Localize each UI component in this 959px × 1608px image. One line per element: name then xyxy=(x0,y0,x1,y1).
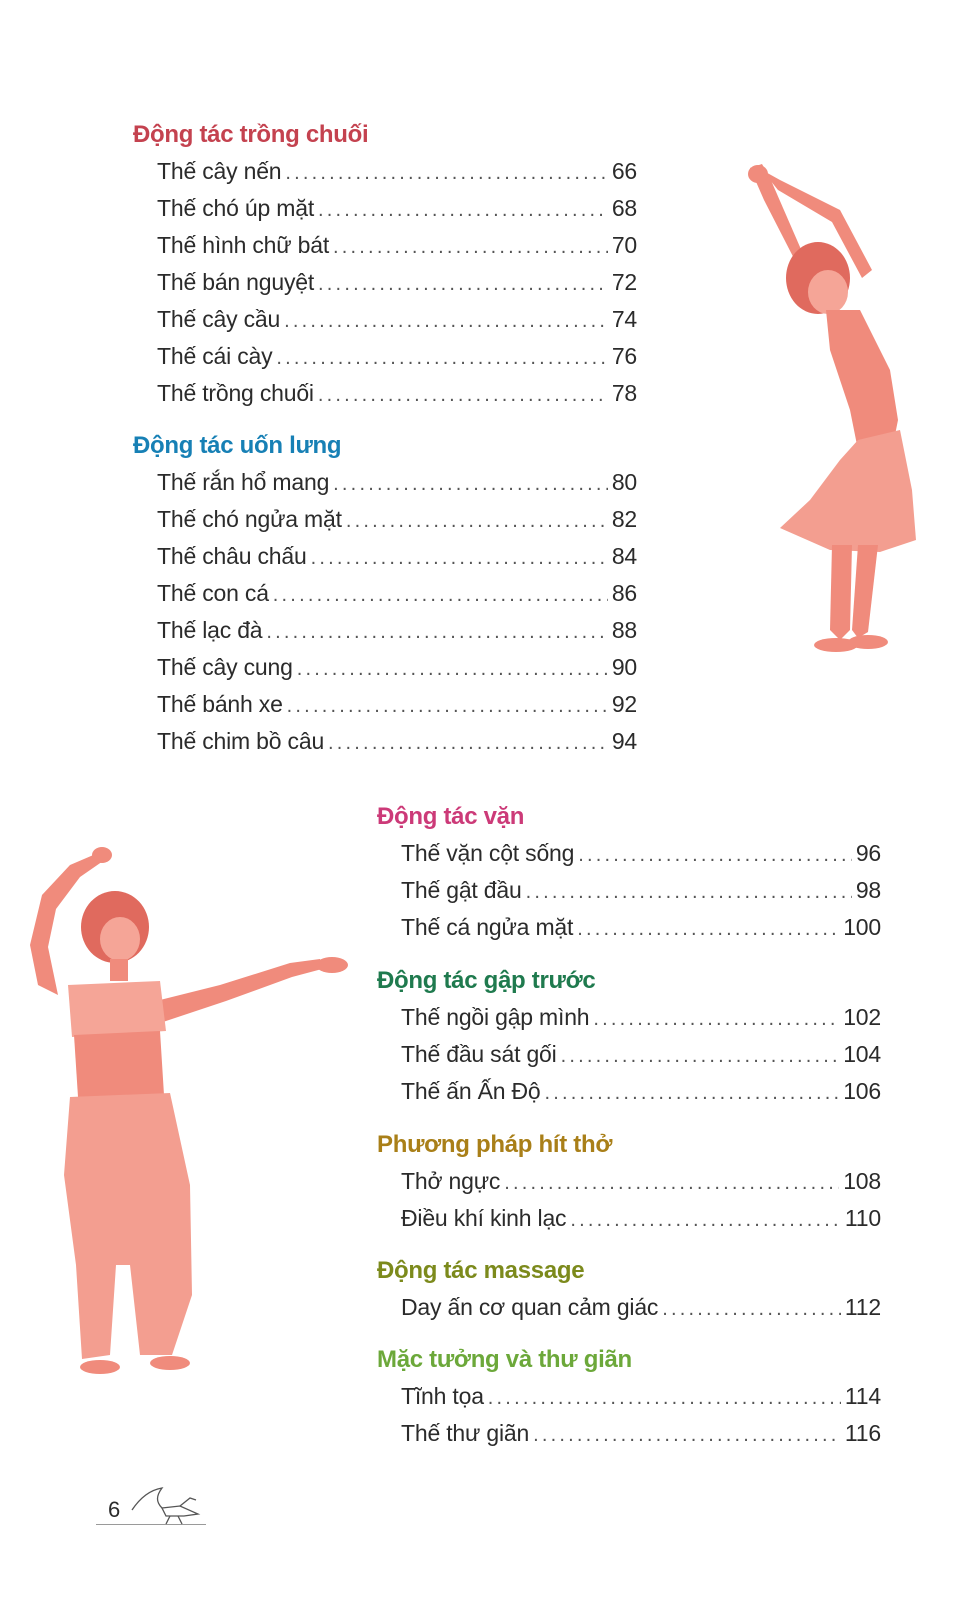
entry-page: 72 xyxy=(611,269,637,295)
toc-entry[interactable] xyxy=(157,153,637,190)
leader-dots xyxy=(318,192,608,229)
leader-dots xyxy=(593,1001,839,1038)
entry-label: Thế chó ngửa mặt xyxy=(157,506,342,532)
entry-page: 74 xyxy=(611,306,637,332)
toc-entry[interactable] xyxy=(401,1378,881,1415)
entry-page: 96 xyxy=(855,840,881,866)
leader-dots xyxy=(533,1417,841,1454)
leader-dots xyxy=(287,688,608,725)
entry-page: 104 xyxy=(843,1041,881,1067)
entry-page: 76 xyxy=(611,343,637,369)
entry-page: 98 xyxy=(855,877,881,903)
toc-section-hit-tho xyxy=(377,1126,881,1237)
entry-label: Thế thư giãn xyxy=(401,1420,530,1446)
entry-label: Thế rắn hổ mang xyxy=(157,469,330,495)
toc-entry[interactable] xyxy=(401,1200,881,1237)
entry-page: 108 xyxy=(843,1168,881,1194)
toc-section-trong-chuoi xyxy=(133,116,637,412)
leader-dots xyxy=(333,229,608,266)
entry-label: Thế chó úp mặt xyxy=(157,195,315,221)
entry-page: 112 xyxy=(844,1294,881,1320)
leader-dots xyxy=(266,614,607,651)
entry-label: Tĩnh tọa xyxy=(401,1383,484,1409)
entry-page: 90 xyxy=(611,654,637,680)
toc-entry[interactable] xyxy=(157,723,637,760)
entry-page: 70 xyxy=(611,232,637,258)
toc-entry[interactable] xyxy=(157,501,637,538)
toc-entry[interactable] xyxy=(401,1036,881,1073)
toc-entry[interactable] xyxy=(401,1073,881,1110)
leader-dots xyxy=(318,266,608,303)
entry-page: 100 xyxy=(843,914,881,940)
leader-dots xyxy=(662,1291,841,1328)
entry-page: 92 xyxy=(611,691,637,717)
toc-entry[interactable] xyxy=(157,227,637,264)
entry-label: Thế ngồi gập mình xyxy=(401,1004,590,1030)
entry-page: 88 xyxy=(611,617,637,643)
entry-label: Thở ngực xyxy=(401,1168,501,1194)
leader-dots xyxy=(346,503,608,540)
leader-dots xyxy=(570,1202,841,1239)
toc-entry[interactable] xyxy=(157,375,637,412)
section-title: Động tác trồng chuối xyxy=(133,121,369,148)
crane-bird-icon xyxy=(126,1484,210,1528)
entry-label: Thế gật đầu xyxy=(401,877,522,903)
leader-dots xyxy=(328,725,608,762)
entry-label: Thế chim bồ câu xyxy=(157,728,325,754)
toc-section-mac-tuong xyxy=(377,1341,881,1452)
entry-page: 66 xyxy=(611,158,637,184)
entry-label: Thế đầu sát gối xyxy=(401,1041,557,1067)
leader-dots xyxy=(577,911,839,948)
leader-dots xyxy=(578,837,852,874)
entry-page: 82 xyxy=(611,506,637,532)
entry-label: Thế lạc đà xyxy=(157,617,263,643)
toc-entry[interactable] xyxy=(401,909,881,946)
entry-page: 78 xyxy=(611,380,637,406)
toc-entry[interactable] xyxy=(401,1163,881,1200)
leader-dots xyxy=(284,303,608,340)
toc-entry[interactable] xyxy=(401,999,881,1036)
toc-entry[interactable] xyxy=(401,872,881,909)
entry-page: 114 xyxy=(844,1383,881,1409)
leader-dots xyxy=(504,1165,839,1202)
entry-page: 106 xyxy=(843,1078,881,1104)
toc-entry[interactable] xyxy=(157,464,637,501)
leader-dots xyxy=(285,155,607,192)
entry-label: Thế bánh xe xyxy=(157,691,283,717)
toc-entry[interactable] xyxy=(157,575,637,612)
entry-label: Thế cây nến xyxy=(157,158,282,184)
leader-dots xyxy=(545,1075,840,1112)
section-title: Phương pháp hít thở xyxy=(377,1131,613,1158)
leader-dots xyxy=(488,1380,841,1417)
section-title: Động tác massage xyxy=(377,1257,585,1284)
toc-entry[interactable] xyxy=(157,612,637,649)
toc-entry[interactable] xyxy=(157,264,637,301)
entry-page: 110 xyxy=(844,1205,881,1231)
yoga-woman-arms-outstretched-figure xyxy=(20,835,350,1390)
entry-label: Thế cái cày xyxy=(157,343,273,369)
leader-dots xyxy=(273,577,608,614)
entry-label: Thế con cá xyxy=(157,580,269,606)
section-title: Mặc tưởng và thư giãn xyxy=(377,1346,632,1373)
toc-entry[interactable] xyxy=(401,1289,881,1326)
entry-label: Điều khí kinh lạc xyxy=(401,1205,567,1231)
toc-entry[interactable] xyxy=(157,538,637,575)
toc-entry[interactable] xyxy=(157,190,637,227)
entry-label: Thế vặn cột sống xyxy=(401,840,575,866)
entry-page: 80 xyxy=(611,469,637,495)
toc-entry[interactable] xyxy=(157,338,637,375)
entry-page: 86 xyxy=(611,580,637,606)
entry-label: Day ấn cơ quan cảm giác xyxy=(401,1294,659,1320)
toc-section-uon-lung xyxy=(133,427,637,760)
entry-label: Thế ấn Ấn Độ xyxy=(401,1078,541,1104)
toc-entry[interactable] xyxy=(157,686,637,723)
section-title: Động tác vặn xyxy=(377,803,525,830)
section-title: Động tác uốn lưng xyxy=(133,432,342,459)
section-title: Động tác gập trước xyxy=(377,967,596,994)
entry-label: Thế cây cung xyxy=(157,654,293,680)
toc-section-gap-truoc xyxy=(377,962,881,1110)
toc-entry[interactable] xyxy=(401,1415,881,1452)
entry-page: 68 xyxy=(611,195,637,221)
toc-entry[interactable] xyxy=(157,649,637,686)
page-number: 6 xyxy=(108,1497,121,1522)
entry-label: Thế hình chữ bát xyxy=(157,232,330,258)
entry-page: 116 xyxy=(844,1420,881,1446)
toc-section-van xyxy=(377,798,881,946)
entry-page: 84 xyxy=(611,543,637,569)
leader-dots xyxy=(297,651,608,688)
leader-dots xyxy=(526,874,852,911)
leader-dots xyxy=(333,466,608,503)
entry-label: Thế bán nguyệt xyxy=(157,269,315,295)
toc-entry[interactable] xyxy=(401,835,881,872)
entry-label: Thế châu chấu xyxy=(157,543,307,569)
toc-entry[interactable] xyxy=(157,301,637,338)
yoga-woman-arms-overhead-figure xyxy=(740,160,930,665)
entry-page: 102 xyxy=(843,1004,881,1030)
toc-section-massage xyxy=(377,1252,881,1326)
entry-page: 94 xyxy=(611,728,637,754)
leader-dots xyxy=(311,540,608,577)
leader-dots xyxy=(318,377,608,414)
entry-label: Thế cây cầu xyxy=(157,306,281,332)
entry-label: Thế trồng chuối xyxy=(157,380,314,406)
entry-label: Thế cá ngửa mặt xyxy=(401,914,574,940)
leader-dots xyxy=(561,1038,840,1075)
leader-dots xyxy=(276,340,607,377)
